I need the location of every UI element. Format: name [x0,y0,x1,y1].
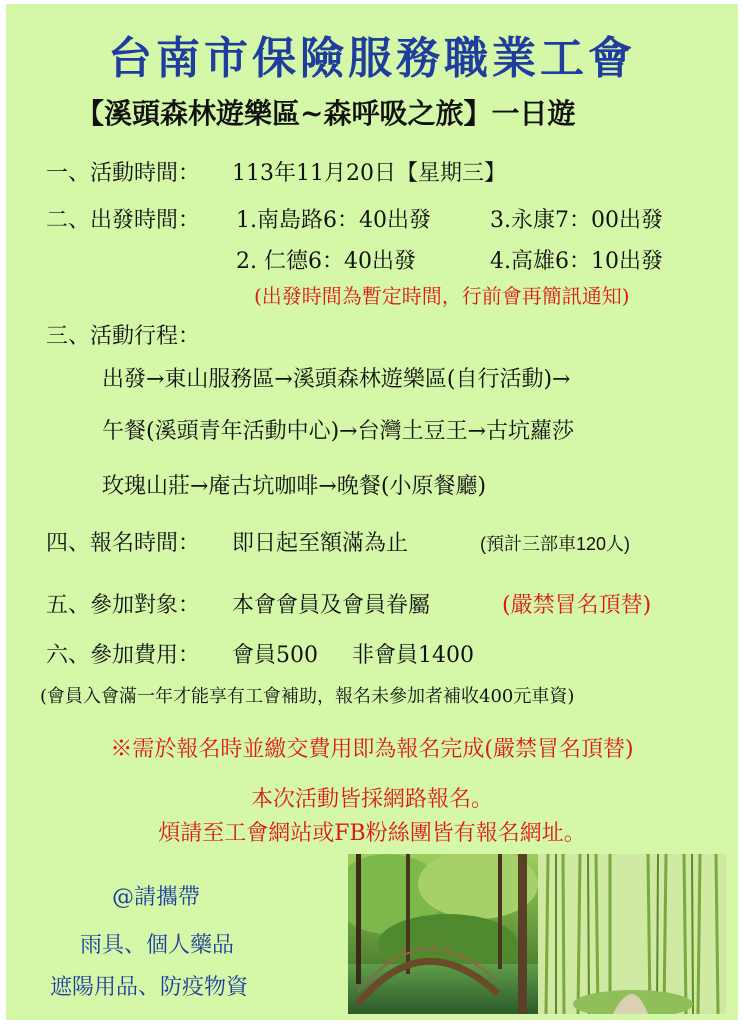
fee-member: 會員500 [232,643,318,668]
bring-line: 雨具、個人藥品 [80,933,235,958]
participants-value: 本會會員及會員眷屬 [232,593,431,618]
fee-label: 六、參加費用： [46,643,201,668]
forest-photo [348,854,726,1014]
flyer-title: 台南市保險服務職業工會 [108,33,636,84]
online-registration-notice: 本次活動皆採網路報名。 [250,787,493,812]
fee-nonmember: 非會員1400 [352,643,474,668]
registration-time-value: 即日起至額滿為止 [232,531,409,556]
departure-stop-4: 4.高雄6：10出發 [490,249,663,274]
flyer [6,4,738,1020]
registration-time-label: 四、報名時間： [46,531,201,556]
activity-time-label: 一、活動時間： [46,161,201,186]
departure-note: (出發時間為暫定時間，行前會再簡訊通知) [254,284,630,308]
departure-stop-1: 1.南島路6：40出發 [236,208,431,233]
itinerary-line: 出發→東山服務區→溪頭森林遊樂區(自行活動)→ [102,367,571,392]
website-notice: 煩請至工會網站或FB粉絲團皆有報名網址。 [158,821,586,846]
departure-stop-2: 2. 仁德6：40出發 [236,249,416,274]
bring-header: @請攜帶 [112,885,201,910]
departure-time-label: 二、出發時間： [46,208,201,233]
activity-time-value: 113年11月20日【星期三】 [232,161,506,186]
registration-note: (預計三部車120人) [480,534,631,554]
departure-stop-3: 3.永康7：00出發 [490,208,663,233]
bring-line: 遮陽用品、防疫物資 [50,975,249,1000]
participants-note: (嚴禁冒名頂替) [502,593,652,618]
flyer-subtitle: 【溪頭森林遊樂區~森呼吸之旅】一日遊 [76,97,576,130]
itinerary-line: 玫瑰山莊→庵古坑咖啡→晚餐(小原餐廳) [102,474,487,499]
fee-note: (會員入會滿一年才能享有工會補助，報名未參加者補收400元車資) [40,686,575,707]
itinerary-label: 三、活動行程： [46,324,201,349]
itinerary-line: 午餐(溪頭青年活動中心)→台灣土豆王→古坑蘿莎 [102,419,575,444]
payment-notice: ※需於報名時並繳交費用即為報名完成(嚴禁冒名頂替) [110,737,634,762]
participants-label: 五、參加對象： [46,593,201,618]
